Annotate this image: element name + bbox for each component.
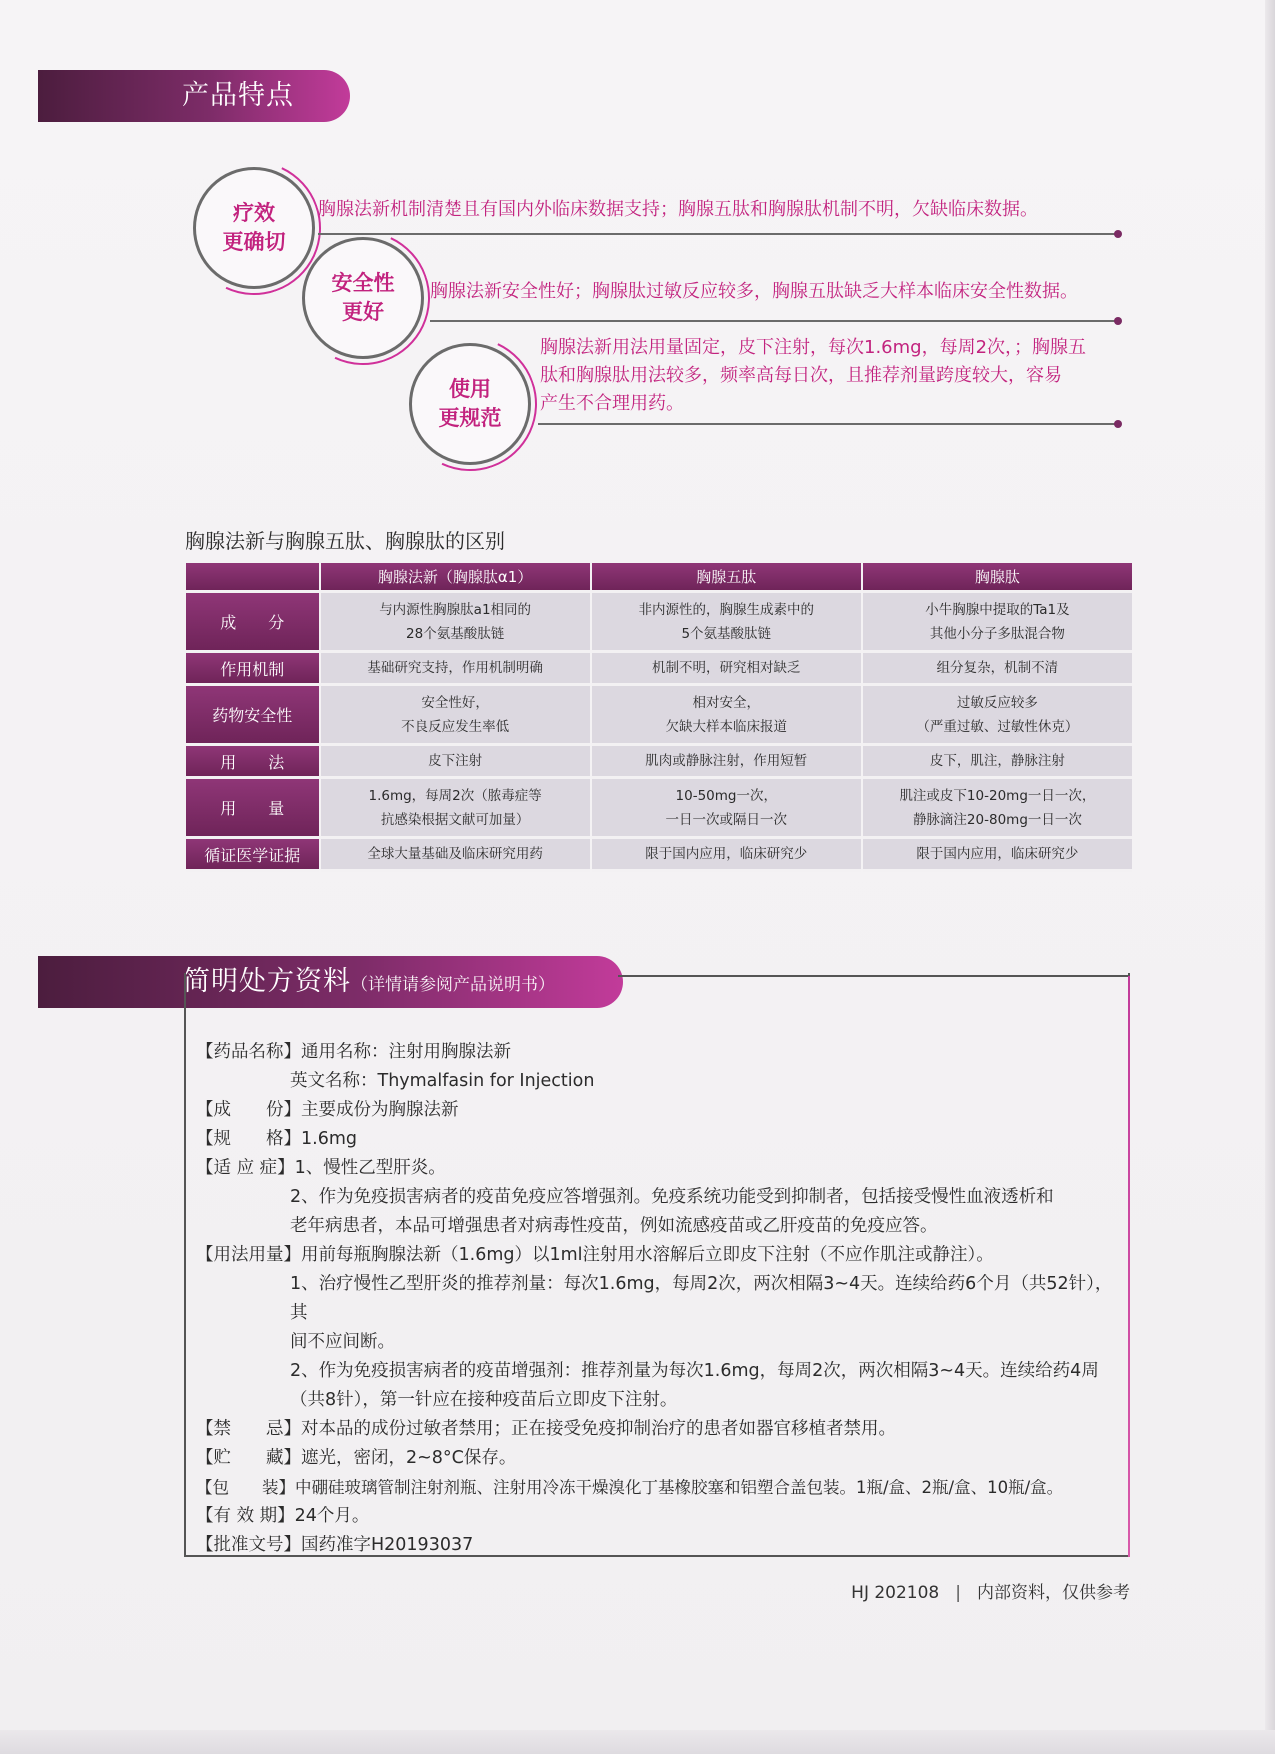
table-header-row [186, 563, 1132, 593]
feature-badge-line1: 安全性 [331, 271, 395, 295]
table-row [186, 593, 1132, 653]
feature-divider [318, 233, 1118, 235]
feature-badge-line2: 更确切 [222, 230, 286, 254]
row-label: 药物安全性 [186, 686, 319, 746]
rx-line [196, 1415, 1116, 1444]
rx-value: 1、慢性乙型肝炎。 [294, 1158, 446, 1178]
table-cell: 肌注或皮下10-20mg一日一次， 静脉滴注20-80mg一日一次 [863, 779, 1132, 839]
table-cell: 非内源性的，胸腺生成素中的 5个氨基酸肽链 [592, 593, 861, 653]
rx-line [196, 1270, 1116, 1328]
feature-text-usage [540, 334, 1130, 418]
feature-badge-safety [302, 237, 424, 359]
table-row [186, 839, 1132, 872]
table-cell: 10-50mg一次， 一日一次或隔日一次 [592, 779, 861, 839]
rx-line [196, 1473, 1116, 1502]
table-cell: 机制不明，研究相对缺乏 [592, 653, 861, 686]
table-row [186, 746, 1132, 779]
row-label: 用 法 [186, 746, 319, 779]
rx-value: 2、作为免疫损害病者的疫苗增强剂：推荐剂量为每次1.6mg，每周2次，两次相隔3~4天。连续给药4周 [290, 1361, 1099, 1381]
feature-text-efficacy [318, 196, 1118, 224]
prescription-box-accent [1128, 976, 1130, 1557]
rx-line [196, 1154, 1116, 1183]
table-cell: 皮下，肌注，静脉注射 [863, 746, 1132, 779]
rx-value: 主要成份为胸腺法新 [301, 1100, 459, 1120]
scan-edge-bottom [0, 1730, 1275, 1754]
row-label: 循证医学证据 [186, 839, 319, 872]
rx-value: 1、治疗慢性乙型肝炎的推荐剂量：每次1.6mg，每周2次，两次相隔3~4天。连续给药6个月（共52针），其 [290, 1274, 1113, 1323]
feature-badge-line1: 使用 [449, 377, 491, 401]
rx-value: 1.6mg [301, 1129, 357, 1149]
rx-value: 遮光，密闭，2~8°C保存。 [301, 1448, 517, 1468]
rx-line [196, 1212, 1116, 1241]
features-header [38, 70, 350, 122]
rx-line [196, 1125, 1116, 1154]
rx-value: 24个月。 [294, 1506, 370, 1526]
rx-line [196, 1183, 1116, 1212]
table-cell: 皮下注射 [321, 746, 590, 779]
table-cell: 与内源性胸腺肽a1相同的 28个氨基酸肽链 [321, 593, 590, 653]
rx-label: 【禁 忌】 [196, 1419, 301, 1439]
rx-value: （共8针），第一针应在接种疫苗后立即皮下注射。 [290, 1390, 678, 1410]
table-cell: 相对安全， 欠缺大样本临床报道 [592, 686, 861, 746]
feature-badge-line2: 更规范 [438, 406, 502, 430]
rx-value: 通用名称：注射用胸腺法新 [301, 1042, 511, 1062]
feature-badge-line1: 疗效 [233, 201, 275, 225]
rx-label: 【用法用量】 [196, 1245, 301, 1265]
rx-line [196, 1038, 1116, 1067]
table-cell: 小牛胸腺中提取的Ta1及 其他小分子多肽混合物 [863, 593, 1132, 653]
feature-badge-usage [409, 343, 531, 465]
table-header-cell: 胸腺肽 [863, 563, 1132, 593]
rx-line [196, 1531, 1116, 1560]
row-label: 用 量 [186, 779, 319, 839]
table-cell: 组分复杂，机制不清 [863, 653, 1132, 686]
comparison-table [184, 563, 1134, 872]
rx-value: 国药准字H20193037 [301, 1535, 474, 1555]
table-header-cell: 胸腺法新（胸腺肽α1） [321, 563, 590, 593]
rx-line [196, 1502, 1116, 1531]
feature-text-line: 胸腺法新机制清楚且有国内外临床数据支持；胸腺五肽和胸腺肽机制不明，欠缺临床数据。 [318, 199, 1038, 220]
feature-badge-line2: 更好 [342, 300, 384, 324]
table-cell: 全球大量基础及临床研究用药 [321, 839, 590, 872]
rx-line [196, 1328, 1116, 1357]
footer-code: HJ 202108 [851, 1583, 940, 1603]
rx-value: 间不应间断。 [290, 1332, 395, 1352]
rx-label: 【适 应 症】 [196, 1158, 295, 1178]
table-cell: 过敏反应较多 （严重过敏、过敏性休克） [863, 686, 1132, 746]
footer-note: 内部资料，仅供参考 [977, 1583, 1130, 1603]
table-cell: 限于国内应用，临床研究少 [863, 839, 1132, 872]
prescription-header-sub: （详情请参阅产品说明书） [351, 975, 555, 995]
feature-text-line: 产生不合理用药。 [540, 393, 684, 414]
rx-value: 用前每瓶胸腺法新（1.6mg）以1ml注射用水溶解后立即皮下注射（不应作肌注或静注）。 [301, 1245, 994, 1265]
rx-value: 英文名称：Thymalfasin for Injection [290, 1071, 595, 1091]
feature-divider [538, 423, 1118, 425]
feature-badge-efficacy [193, 167, 315, 289]
prescription-header-text: 简明处方资料 [183, 966, 351, 997]
row-label: 作用机制 [186, 653, 319, 686]
rx-label: 【成 份】 [196, 1100, 301, 1120]
rx-label: 【药品名称】 [196, 1042, 301, 1062]
table-cell: 安全性好， 不良反应发生率低 [321, 686, 590, 746]
table-cell: 限于国内应用，临床研究少 [592, 839, 861, 872]
feature-text-line: 胸腺法新安全性好；胸腺肽过敏反应较多，胸腺五肽缺乏大样本临床安全性数据。 [430, 281, 1078, 302]
table-header-cell [186, 563, 319, 593]
rx-value: 老年病患者，本品可增强患者对病毒性疫苗，例如流感疫苗或乙肝疫苗的免疫应答。 [290, 1216, 938, 1236]
footer [851, 1578, 1130, 1603]
feature-divider [430, 320, 1118, 322]
row-label: 成 分 [186, 593, 319, 653]
comparison-title: 胸腺法新与胸腺五肽、胸腺肽的区别 [185, 529, 505, 553]
rx-line [196, 1357, 1116, 1386]
feature-text-line: 胸腺法新用法用量固定，皮下注射，每次1.6mg，每周2次，；胸腺五 [540, 337, 1087, 358]
rx-label: 【规 格】 [196, 1129, 301, 1149]
rx-value: 中硼硅玻璃管制注射剂瓶、注射用冷冻干燥溴化丁基橡胶塞和铝塑合盖包装。1瓶/盒、2瓶/盒、10瓶/盒。 [295, 1478, 1064, 1497]
rx-label: 【有 效 期】 [196, 1506, 295, 1526]
table-row [186, 653, 1132, 686]
rx-line [196, 1096, 1116, 1125]
rx-line [196, 1444, 1116, 1473]
rx-value: 对本品的成份过敏者禁用；正在接受免疫抑制治疗的患者如器官移植者禁用。 [301, 1419, 896, 1439]
table-cell: 1.6mg，每周2次（脓毒症等 抗感染根据文献可加量） [321, 779, 590, 839]
rx-value: 2、作为免疫损害病者的疫苗免疫应答增强剂。免疫系统功能受到抑制者，包括接受慢性血液透析和 [290, 1187, 1054, 1207]
rx-line [196, 1386, 1116, 1415]
rx-label: 【批准文号】 [196, 1535, 301, 1555]
table-cell: 肌肉或静脉注射，作用短暂 [592, 746, 861, 779]
table-cell: 基础研究支持，作用机制明确 [321, 653, 590, 686]
rx-line [196, 1067, 1116, 1096]
feature-text-line: 肽和胸腺肽用法较多，频率高每日次，且推荐剂量跨度较大，容易 [540, 365, 1062, 386]
table-row [186, 779, 1132, 839]
rx-label: 【包 装】 [196, 1478, 295, 1497]
feature-text-safety [430, 278, 1130, 306]
rx-line [196, 1241, 1116, 1270]
footer-separator: | [955, 1583, 961, 1603]
table-header-cell: 胸腺五肽 [592, 563, 861, 593]
rx-label: 【贮 藏】 [196, 1448, 301, 1468]
table-row [186, 686, 1132, 746]
features-header-text: 产品特点 [182, 80, 294, 111]
scan-edge [1265, 0, 1275, 1754]
prescription-content [196, 1038, 1116, 1560]
